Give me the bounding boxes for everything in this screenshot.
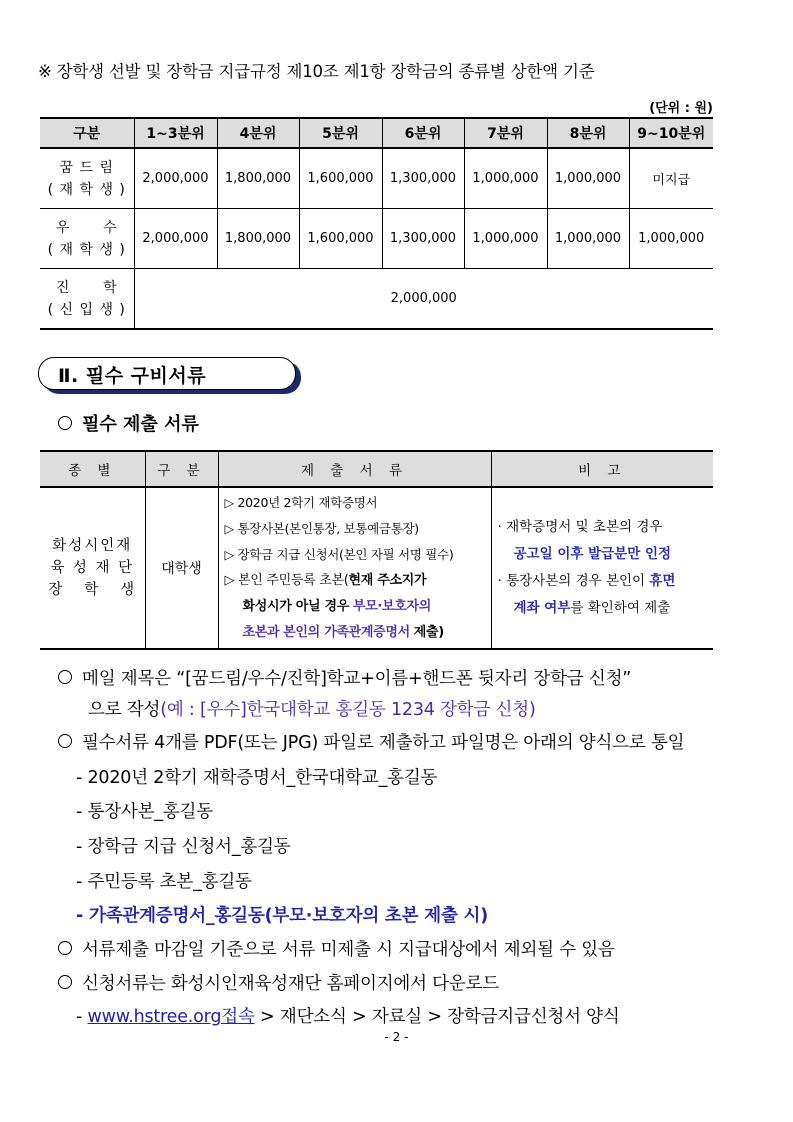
org-line: 육 성 재 단 [50,560,135,576]
remarks-cell [491,487,713,649]
table-cell: 1,000,000 [464,209,547,269]
remark-text: 를 확인하여 제출 [570,600,671,616]
table-cell: 1,000,000 [464,148,547,209]
section-heading [38,357,300,395]
table-cell: 1,300,000 [382,209,464,269]
file-name-item: - 주민등록 초본_홍길동 [76,872,252,892]
circle-bullet-icon [58,416,72,430]
circle-bullet-icon [58,734,72,748]
document-item: ▷ 2020년 2학기 재학증명서 [224,495,378,510]
header-decile-9-10: 9~10분위 [629,118,713,148]
note-deadline [58,936,615,961]
remark-highlight: 공고일 이후 발급분만 인정 [513,546,672,562]
file-name-text: 가족관계증명서_홍길동(부모·보호자의 초본 제출 시) [88,906,489,926]
remark-line [492,541,714,568]
note-example: (예 : [우수]한국대학교 홍길동 1234 장학금 신청) [160,700,536,720]
table-row [40,269,713,330]
document-item-highlight: 본인의 가족관계증명서 [283,625,410,640]
note-text: 서류제출 마감일 기준으로 서류 미제출 시 지급대상에서 제외될 수 있음 [82,940,615,960]
note-text: 으로 작성 [88,700,161,720]
document-item-emphasis: 제출) [413,625,444,640]
table-row [40,487,713,649]
remark-text: · 통장사본의 경우 본인이 [497,573,646,589]
org-cell [40,487,145,649]
header-category: 구분 [40,118,134,148]
document-item-highlight: 부모·보호자의 [352,599,432,614]
remark-highlight: 휴면 [649,573,676,589]
download-path-text: > 재단소식 > 자료실 > 장학금지급신청서 양식 [254,1007,620,1027]
table-cell: 1,600,000 [299,148,382,209]
table-row [40,209,713,269]
row-label-line: 진 학 [55,279,118,296]
header-decile-6: 6분위 [382,118,464,148]
section-title: Ⅱ. 필수 구비서류 [58,365,207,387]
document-item-text: ▷ 본인 주민등록 초본( [224,573,349,588]
header-decile-5: 5분위 [299,118,382,148]
file-name-item: - 통장사본_홍길동 [76,802,213,822]
row-label-line: ( 신 입 생 ) [47,301,126,318]
note-text: 필수서류 4개를 PDF(또는 JPG) 파일로 제출하고 파일명은 아래의 양식으로 통일 [82,733,685,753]
scholarship-limit-table [40,117,713,330]
row-label-line: 꿈 드 림 [59,159,114,176]
table-cell: 1,000,000 [547,209,629,269]
table-row [40,148,713,209]
file-name-item: - 장학금 지급 신청서_홍길동 [76,837,291,857]
circle-bullet-icon [58,941,72,955]
row-label-excellence [40,209,134,269]
header-decile-8: 8분위 [547,118,629,148]
row-label-line: ( 재 학 생 ) [47,181,126,198]
document-item-highlight: 초본과 [242,625,280,640]
file-name-item: - 2020년 2학기 재학증명서_한국대학교_홍길동 [76,768,438,788]
header-documents: 제 출 서 류 [218,451,491,487]
note-text: 메일 제목은 “[꿈드림/우수/진학]학교+이름+핸드폰 뒷자리 장학금 신청” [82,669,632,689]
document-item: ▷ 장학금 지급 신청서(본인 자필 서명 필수) [224,547,454,562]
document-item-emphasis: 현재 주소지가 [348,573,427,588]
table-cell: 1,000,000 [629,209,713,269]
homepage-link[interactable]: www.hstree.org접속 [87,1007,255,1027]
table-cell: 1,800,000 [217,148,299,209]
subsection-title [58,410,199,436]
category-cell: 대학생 [145,487,218,649]
row-label-dream [40,148,134,209]
table-cell: 1,000,000 [547,148,629,209]
document-item [219,568,491,594]
remark-line [492,595,714,622]
remark-line: · 재학증명서 및 초본의 경우 [497,519,663,535]
row-label-admission [40,269,134,330]
note-mail-title [58,665,631,690]
file-name-item-family: - 가족관계증명서_홍길동(부모·보호자의 초본 제출 시) [76,906,489,926]
circle-bullet-icon [58,670,72,684]
table-cell-merged: 2,000,000 [134,269,713,330]
note-text: 신청서류는 화성시인재육성재단 홈페이지에서 다운로드 [82,974,500,994]
document-item [219,594,491,620]
note-download [58,970,499,995]
table-cell: 2,000,000 [134,209,217,269]
documents-cell [218,487,491,649]
table-cell: 1,600,000 [299,209,382,269]
subsection-title-text: 필수 제출 서류 [82,414,199,435]
row-label-line: 우 수 [55,219,118,236]
table-cell: 미지급 [629,148,713,209]
header-division: 구 분 [145,451,218,487]
document-item [219,620,491,646]
table-cell: 1,800,000 [217,209,299,269]
required-documents-table [40,450,713,650]
header-remarks: 비 고 [491,451,713,487]
org-line: 화성시인재 [52,538,133,554]
header-type: 종 별 [40,451,145,487]
org-line: 장 학 생 [48,582,137,598]
remark-line [492,568,714,595]
remark-highlight: 계좌 여부 [513,600,571,616]
table-cell: 1,300,000 [382,148,464,209]
circle-bullet-icon [58,975,72,989]
scholarship-limit-note: ※ 장학생 선발 및 장학금 지급규정 제10조 제1항 장학금의 종류별 상한액 기준 [38,62,595,81]
row-label-line: ( 재 학 생 ) [47,241,126,258]
document-item: ▷ 통장사본(본인통장, 보통예금통장) [224,521,419,536]
header-decile-1-3: 1~3분위 [134,118,217,148]
document-item-emphasis: 화성시가 아닐 경우 [242,599,350,614]
table-cell: 2,000,000 [134,148,217,209]
download-path: - www.hstree.org접속 > 재단소식 > 자료실 > 장학금지급신청서 양식 [76,1007,620,1027]
note-file-format [58,729,684,754]
header-decile-4: 4분위 [217,118,299,148]
unit-label: (단위 : 원) [649,101,713,116]
note-mail-example [88,696,536,721]
page-number: - 2 - [384,1030,409,1044]
header-decile-7: 7분위 [464,118,547,148]
